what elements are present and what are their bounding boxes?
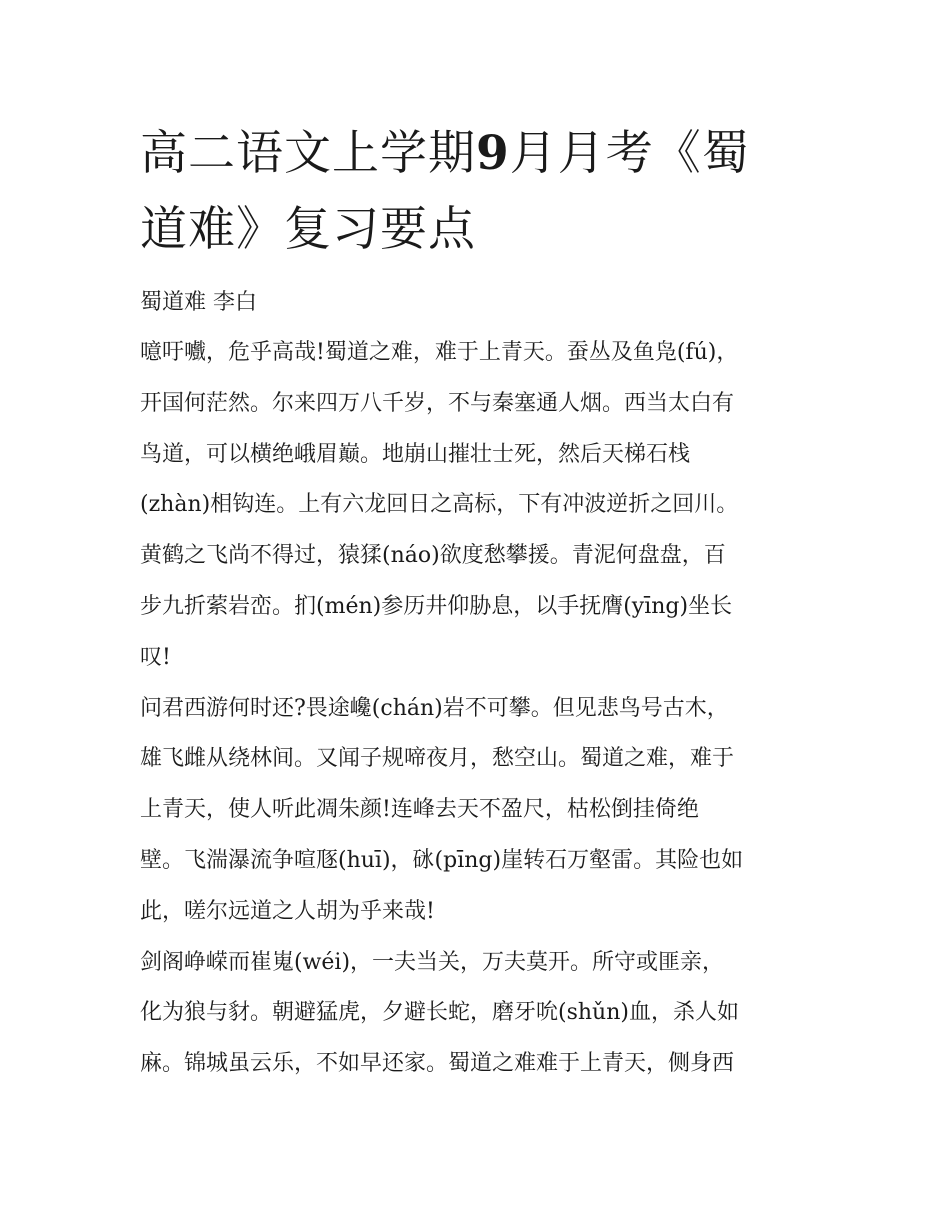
text-line: 壁。飞湍瀑流争喧豗(huī)，砯(pīng)崖转石万壑雷。其险也如 <box>140 847 744 873</box>
title-part-2: 月月考《蜀 <box>509 126 750 181</box>
text-line: 噫吁嚱，危乎高哉!蜀道之难，难于上青天。蚕丛及鱼凫(fú)， <box>140 340 739 365</box>
title-number: 9 <box>476 126 510 181</box>
text-line: (zhàn)相钩连。上有六龙回日之高标，下有冲波逆折之回川。 <box>140 492 739 518</box>
text-line: 鸟道，可以横绝峨眉巅。地崩山摧壮士死，然后天梯石栈 <box>140 441 691 467</box>
text-line: 黄鹤之飞尚不得过，猿猱(náo)欲度愁攀援。青泥何盘盘，百 <box>140 543 726 569</box>
page-title <box>140 116 820 268</box>
text-line: 叹! <box>140 644 171 670</box>
text-line: 开国何茫然。尔来四万八千岁，不与秦塞通人烟。西当太白有 <box>140 390 735 416</box>
poem-body <box>140 328 820 1090</box>
text-line: 此，嗟尔远道之人胡为乎来哉! <box>140 898 435 924</box>
title-line-2: 道难》复习要点 <box>140 202 476 257</box>
document-page <box>140 116 820 1090</box>
text-line: 步九折萦岩峦。扪(mén)参历井仰胁息，以手抚膺(yīng)坐长 <box>140 593 733 619</box>
text-line: 雄飞雌从绕林间。又闻子规啼夜月，愁空山。蜀道之难，难于 <box>140 746 735 772</box>
poem-heading: 蜀道难 李白 <box>140 290 257 315</box>
title-part-1: 高二语文上学期 <box>140 126 476 181</box>
text-line: 上青天，使人听此凋朱颜!连峰去天不盈尺，枯松倒挂倚绝 <box>140 797 699 823</box>
text-line: 剑阁峥嵘而崔嵬(wéi)，一夫当关，万夫莫开。所守或匪亲， <box>140 949 725 975</box>
text-line: 问君西游何时还?畏途巉(chán)岩不可攀。但见悲鸟号古木， <box>140 695 729 721</box>
text-line: 麻。锦城虽云乐，不如早还家。蜀道之难难于上青天，侧身西 <box>140 1051 735 1077</box>
text-line: 化为狼与豺。朝避猛虎，夕避长蛇，磨牙吮(shǔn)血，杀人如 <box>140 1000 739 1026</box>
